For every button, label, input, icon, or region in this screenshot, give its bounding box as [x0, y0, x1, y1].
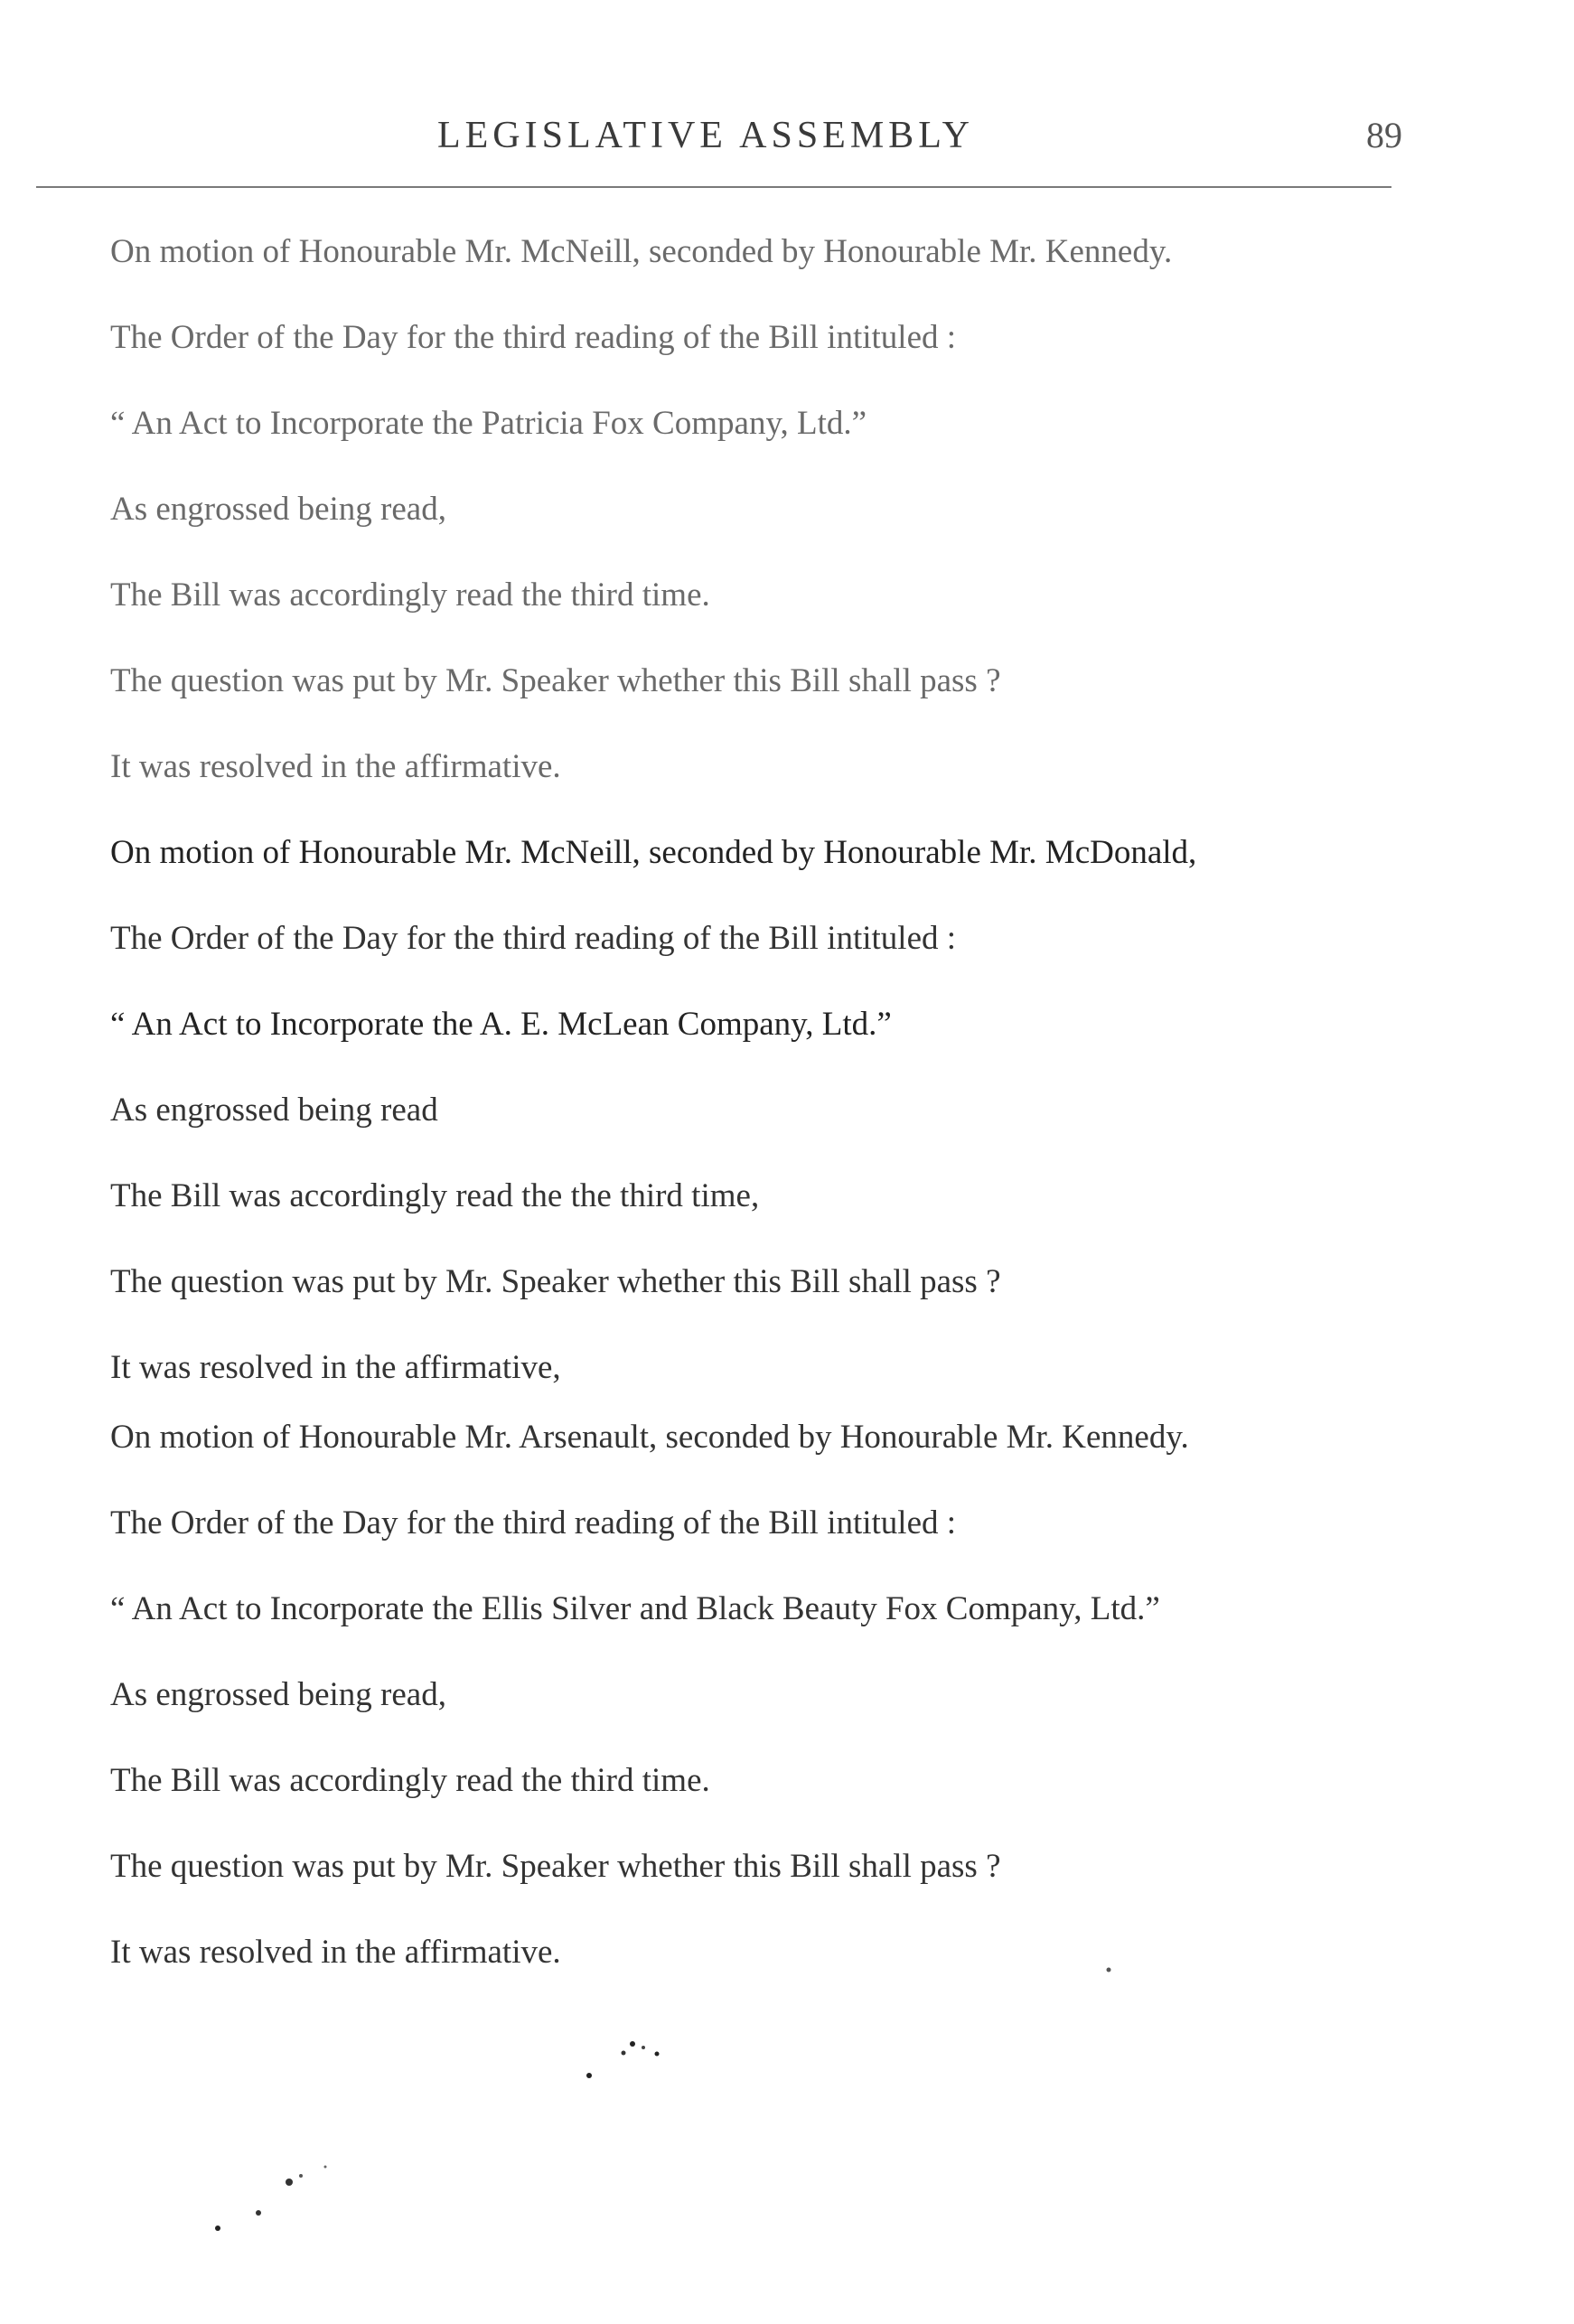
paragraph-bill-title: “ An Act to Incorporate the A. E. McLean Company, Ltd.” — [110, 1006, 892, 1043]
paragraph-engrossed: As engrossed being read — [110, 1092, 438, 1129]
ink-speck — [622, 2051, 626, 2056]
paragraph-order-of-day: The Order of the Day for the third reading of the Bill intituled : — [110, 319, 957, 356]
paragraph-bill-title: “ An Act to Incorporate the Patricia Fox Company, Ltd.” — [110, 405, 867, 442]
paragraph-question: The question was put by Mr. Speaker whether this Bill shall pass ? — [110, 1848, 1001, 1885]
ink-speck — [642, 2046, 645, 2049]
paragraph-resolved: It was resolved in the affirmative. — [110, 748, 561, 785]
body-text — [33, 230, 1397, 2017]
ink-speck — [586, 2073, 592, 2078]
page-number: 89 — [1366, 115, 1402, 155]
paragraph-resolved: It was resolved in the affirmative. — [110, 1934, 561, 1971]
ink-speck — [324, 2166, 327, 2169]
ink-speck — [630, 2041, 635, 2047]
paragraph-engrossed: As engrossed being read, — [110, 491, 446, 528]
ink-speck — [256, 2210, 261, 2216]
running-header — [0, 108, 1574, 172]
header-rule — [36, 186, 1391, 188]
paragraph-engrossed: As engrossed being read, — [110, 1676, 446, 1713]
paragraph-order-of-day: The Order of the Day for the third reading of the Bill intituled : — [110, 920, 957, 957]
ink-speck — [655, 2052, 660, 2057]
running-title: LEGISLATIVE ASSEMBLY — [437, 115, 974, 156]
paragraph-motion: On motion of Honourable Mr. Arsenault, seconded by Honourable Mr. Kennedy. — [110, 1419, 1189, 1456]
paragraph-third-reading: The Bill was accordingly read the third time. — [110, 576, 710, 614]
paragraph-bill-title: “ An Act to Incorporate the Ellis Silver and Black Beauty Fox Company, Ltd.” — [110, 1590, 1160, 1627]
paragraph-third-reading: The Bill was accordingly read the third time. — [110, 1762, 710, 1799]
paragraph-question: The question was put by Mr. Speaker whether this Bill shall pass ? — [110, 662, 1001, 699]
paragraph-third-reading: The Bill was accordingly read the the third time, — [110, 1177, 760, 1214]
ink-speck — [286, 2179, 293, 2186]
ink-speck — [215, 2226, 220, 2231]
paragraph-question: The question was put by Mr. Speaker whether this Bill shall pass ? — [110, 1263, 1001, 1300]
paragraph-resolved: It was resolved in the affirmative, — [110, 1349, 561, 1386]
paragraph-motion: On motion of Honourable Mr. McNeill, seconded by Honourable Mr. Kennedy. — [110, 233, 1173, 270]
paragraph-motion: On motion of Honourable Mr. McNeill, seconded by Honourable Mr. McDonald, — [110, 834, 1197, 871]
ink-speck — [299, 2174, 303, 2178]
paragraph-order-of-day: The Order of the Day for the third reading of the Bill intituled : — [110, 1504, 957, 1542]
